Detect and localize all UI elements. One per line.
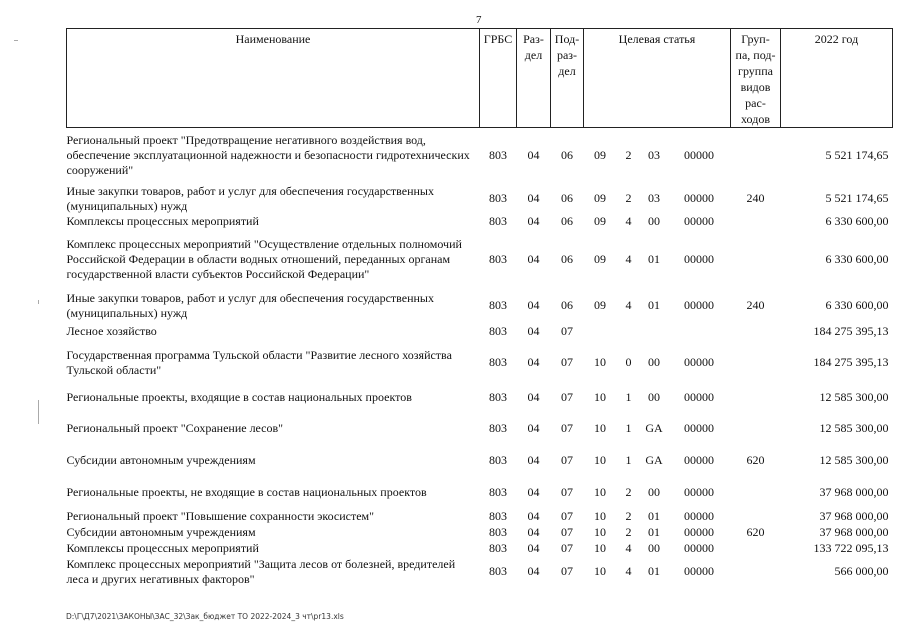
table-cell-target-event: 01 [648,252,660,266]
table-cell-target-subprogram: 4 [625,540,632,555]
table-cell-razdel: 04 [527,453,540,467]
table-cell-target-program: 10 [594,564,606,578]
table-cell-podrazdel: 06 [561,148,573,163]
header-name: Наименование [67,29,480,128]
table-cell-amount: 184 275 395,13 [813,324,889,338]
scan-mark [38,300,39,304]
table-row [67,214,893,229]
table-cell-target-direction: 00000 [684,298,714,312]
table-cell-target-subprogram: 2 [625,525,632,539]
table-cell-razdel: 04 [527,525,540,539]
table-cell-expense-group [731,321,781,343]
table-cell-name: Региональные проекты, входящие в состав национальных проектов [66,390,412,404]
table-cell-amount: 133 722 095,13 [813,540,889,555]
table-cell-razdel: 04 [527,540,540,555]
table-cell-target-subprogram: 1 [625,453,632,467]
table-cell-target-subprogram [617,321,641,343]
table-row [67,184,893,214]
table-cell-target-direction: 00000 [684,148,714,163]
table-cell-podrazdel: 06 [561,213,573,228]
table-cell-amount: 5 521 174,65 [825,148,889,163]
table-cell-target-program [584,321,617,343]
table-cell-podrazdel: 07 [561,564,573,578]
table-cell-target-direction: 00000 [684,525,714,539]
table-cell-target-direction: 00000 [684,509,714,523]
table-cell-amount: 37 968 000,00 [819,485,889,499]
table-cell-target-event: 03 [648,148,660,163]
table-row [67,291,893,321]
table-cell-expense-group: 620 [746,525,765,539]
table-cell-target-subprogram: 2 [625,509,632,523]
table-cell-name: Субсидии автономным учреждениям [66,525,256,539]
table-cell-target-subprogram: 4 [625,298,632,312]
table-cell-target-program: 10 [594,453,606,467]
table-cell-target-event: 00 [648,540,660,555]
table-cell-target-direction: 00000 [684,453,714,467]
table-cell-name: Субсидии автономным учреждениям [66,453,256,467]
header-row [67,29,893,128]
table-row [67,413,893,445]
header-year: 2022 год [781,29,893,128]
header-razdel: Раз- дел [517,29,551,128]
table-row [67,556,893,588]
table-cell-amount: 184 275 395,13 [813,355,889,369]
scan-mark [14,40,18,41]
table-cell-expense-group: 620 [746,453,765,467]
table-cell-target-program: 10 [594,485,606,499]
table-row [67,229,893,291]
table-cell-amount: 5 521 174,65 [825,191,889,205]
table-cell-target-subprogram: 2 [625,191,632,205]
table-cell-podrazdel: 06 [561,252,573,266]
table-cell-grbs: 803 [489,421,507,435]
table-cell-target-program: 09 [594,213,606,228]
table-cell-razdel: 04 [527,324,540,338]
table-cell-grbs: 803 [489,148,507,163]
table-cell-name: Комплекс процессных мероприятий "Осуществление отдельных полномочий Российской Федерации в области водных отношений, переданных органам государственной власти субъектов Российской Федерации" [66,237,462,281]
table-row [67,509,893,525]
table-cell-target-direction: 00000 [684,252,714,266]
table-cell-razdel: 04 [527,191,540,205]
table-cell-grbs: 803 [489,540,507,555]
table-cell-target-subprogram: 4 [625,213,632,228]
table-cell-target-event [641,321,668,343]
table-cell-expense-group [731,477,781,509]
table-cell-target-program: 09 [594,298,606,312]
budget-table [66,28,893,588]
table-cell-expense-group [731,509,781,525]
table-cell-amount: 37 968 000,00 [819,509,889,523]
table-cell-name: Региональный проект "Повышение сохранности экосистем" [66,509,375,523]
table-cell-grbs: 803 [489,453,507,467]
table-cell-amount: 6 330 600,00 [825,252,889,266]
table-cell-name: Государственная программа Тульской области "Развитие лесного хозяйства Тульской области" [66,347,452,377]
table-cell-target-subprogram: 0 [625,355,632,369]
table-row [67,445,893,477]
table-cell-name: Региональные проекты, не входящие в состав национальных проектов [66,485,427,499]
table-cell-target-event: 00 [648,213,660,228]
table-cell-target-direction: 00000 [684,213,714,228]
table-cell-amount: 6 330 600,00 [825,213,889,228]
table-cell-grbs: 803 [489,525,507,539]
table-cell-target-direction [668,321,731,343]
table-cell-target-program: 10 [594,390,606,404]
table-row [67,383,893,413]
table-cell-grbs: 803 [489,564,507,578]
table-cell-amount: 12 585 300,00 [819,453,889,467]
table-cell-grbs: 803 [489,191,507,205]
table-cell-podrazdel: 07 [561,390,573,404]
table-cell-target-program: 10 [594,509,606,523]
table-cell-name: Комплекс процессных мероприятий "Защита лесов от болезней, вредителей леса и других негативных факторов" [66,556,456,586]
table-cell-razdel: 04 [527,485,540,499]
table-cell-podrazdel: 07 [561,525,573,539]
table-cell-target-subprogram: 4 [625,564,632,578]
table-cell-target-program: 10 [594,421,606,435]
table-cell-target-program: 10 [594,540,606,555]
table-cell-target-program: 09 [594,252,606,266]
table-cell-target-direction: 00000 [684,540,714,555]
table-cell-target-direction: 00000 [684,355,714,369]
table-cell-amount: 6 330 600,00 [825,298,889,312]
table-cell-razdel: 04 [527,213,540,228]
table-cell-podrazdel: 06 [561,298,573,312]
table-cell-razdel: 04 [527,564,540,578]
table-cell-podrazdel: 07 [561,324,573,338]
table-cell-target-program: 09 [594,148,606,163]
table-cell-podrazdel: 07 [561,355,573,369]
table-cell-name: Лесное хозяйство [66,324,157,338]
table-cell-amount: 566 000,00 [834,564,889,578]
table-cell-target-subprogram: 4 [625,252,632,266]
table-cell-name: Комплексы процессных мероприятий [66,213,259,228]
table-row [67,128,893,184]
table-cell-target-direction: 00000 [684,564,714,578]
table-cell-grbs: 803 [489,252,507,266]
table-cell-grbs: 803 [489,355,507,369]
table-cell-expense-group [731,413,781,445]
header-podrazdel: Под- раз- дел [551,29,584,128]
table-cell-expense-group [731,383,781,413]
table-cell-target-event: 01 [648,298,660,312]
table-cell-podrazdel: 07 [561,485,573,499]
table-cell-expense-group [731,556,781,588]
table-cell-target-event: 00 [648,355,660,369]
table-cell-grbs: 803 [489,213,507,228]
table-cell-expense-group [731,541,781,556]
table-cell-razdel: 04 [527,148,540,163]
table-cell-target-program: 10 [594,525,606,539]
table-cell-amount: 37 968 000,00 [819,525,889,539]
table-cell-target-event: 00 [648,485,660,499]
table-cell-target-direction: 00000 [684,421,714,435]
table-cell-name: Иные закупки товаров, работ и услуг для обеспечения государственных (муниципальных) нужд [66,290,434,320]
table-cell-amount: 12 585 300,00 [819,421,889,435]
table-cell-razdel: 04 [527,252,540,266]
table-row [67,343,893,383]
table-cell-name: Комплексы процессных мероприятий [66,540,259,555]
footer-file-path: D:\Г\Д7\2021\ЗАКОНЫ\ЗАС_32\Зак_бюджет ТО 2022-2024_3 чт\pr13.xls [66,612,344,621]
table-cell-expense-group [731,128,781,184]
table-row [67,525,893,541]
scan-mark [38,400,39,424]
table-cell-podrazdel: 07 [561,509,573,523]
table-cell-target-program: 10 [594,355,606,369]
table-cell-target-direction: 00000 [684,485,714,499]
table-cell-name: Региональный проект "Сохранение лесов" [66,421,284,435]
header-expense-group: Груп- па, под- группа видов рас- ходов [731,29,781,128]
table-cell-razdel: 04 [527,390,540,404]
table-cell-target-event: 01 [648,564,660,578]
table-cell-amount: 12 585 300,00 [819,390,889,404]
table-cell-podrazdel: 07 [561,421,573,435]
table-row [67,541,893,556]
table-cell-grbs: 803 [489,509,507,523]
table-cell-name: Региональный проект "Предотвращение негативного воздействия вод, обеспечение эксплуатационной надежности и безопасности гидротехнических сооружений" [66,133,470,178]
table-cell-podrazdel: 06 [561,191,573,205]
table-cell-name: Иные закупки товаров, работ и услуг для обеспечения государственных (муниципальных) нужд [66,183,434,213]
table-cell-razdel: 04 [527,355,540,369]
table-cell-target-direction: 00000 [684,191,714,205]
table-cell-target-event: 03 [648,191,660,205]
table-cell-razdel: 04 [527,298,540,312]
table-cell-target-subprogram: 2 [625,148,632,163]
table-row [67,477,893,509]
table-row [67,321,893,343]
table-cell-grbs: 803 [489,324,507,338]
table-cell-expense-group [731,214,781,229]
table-cell-target-event: GA [645,453,663,467]
table-cell-target-subprogram: 1 [625,390,632,404]
table-cell-grbs: 803 [489,390,507,404]
table-cell-target-subprogram: 1 [625,421,632,435]
table-cell-razdel: 04 [527,509,540,523]
table-cell-target-event: 01 [648,525,660,539]
table-cell-podrazdel: 07 [561,453,573,467]
table-cell-podrazdel: 07 [561,540,573,555]
table-cell-expense-group: 240 [746,298,765,312]
header-grbs: ГРБС [480,29,517,128]
table-cell-target-subprogram: 2 [625,485,632,499]
table-cell-expense-group: 240 [746,191,765,205]
table-cell-razdel: 04 [527,421,540,435]
table-cell-target-program: 09 [594,191,606,205]
page-number: 7 [476,14,482,26]
table-cell-expense-group [731,343,781,383]
table-cell-target-event: 01 [648,509,660,523]
table-cell-grbs: 803 [489,485,507,499]
table-cell-target-event: GA [645,421,663,435]
header-target-article: Целевая статья [584,29,731,128]
table-cell-expense-group [731,229,781,291]
table-cell-grbs: 803 [489,298,507,312]
table-cell-target-event: 00 [648,390,660,404]
table-cell-target-direction: 00000 [684,390,714,404]
